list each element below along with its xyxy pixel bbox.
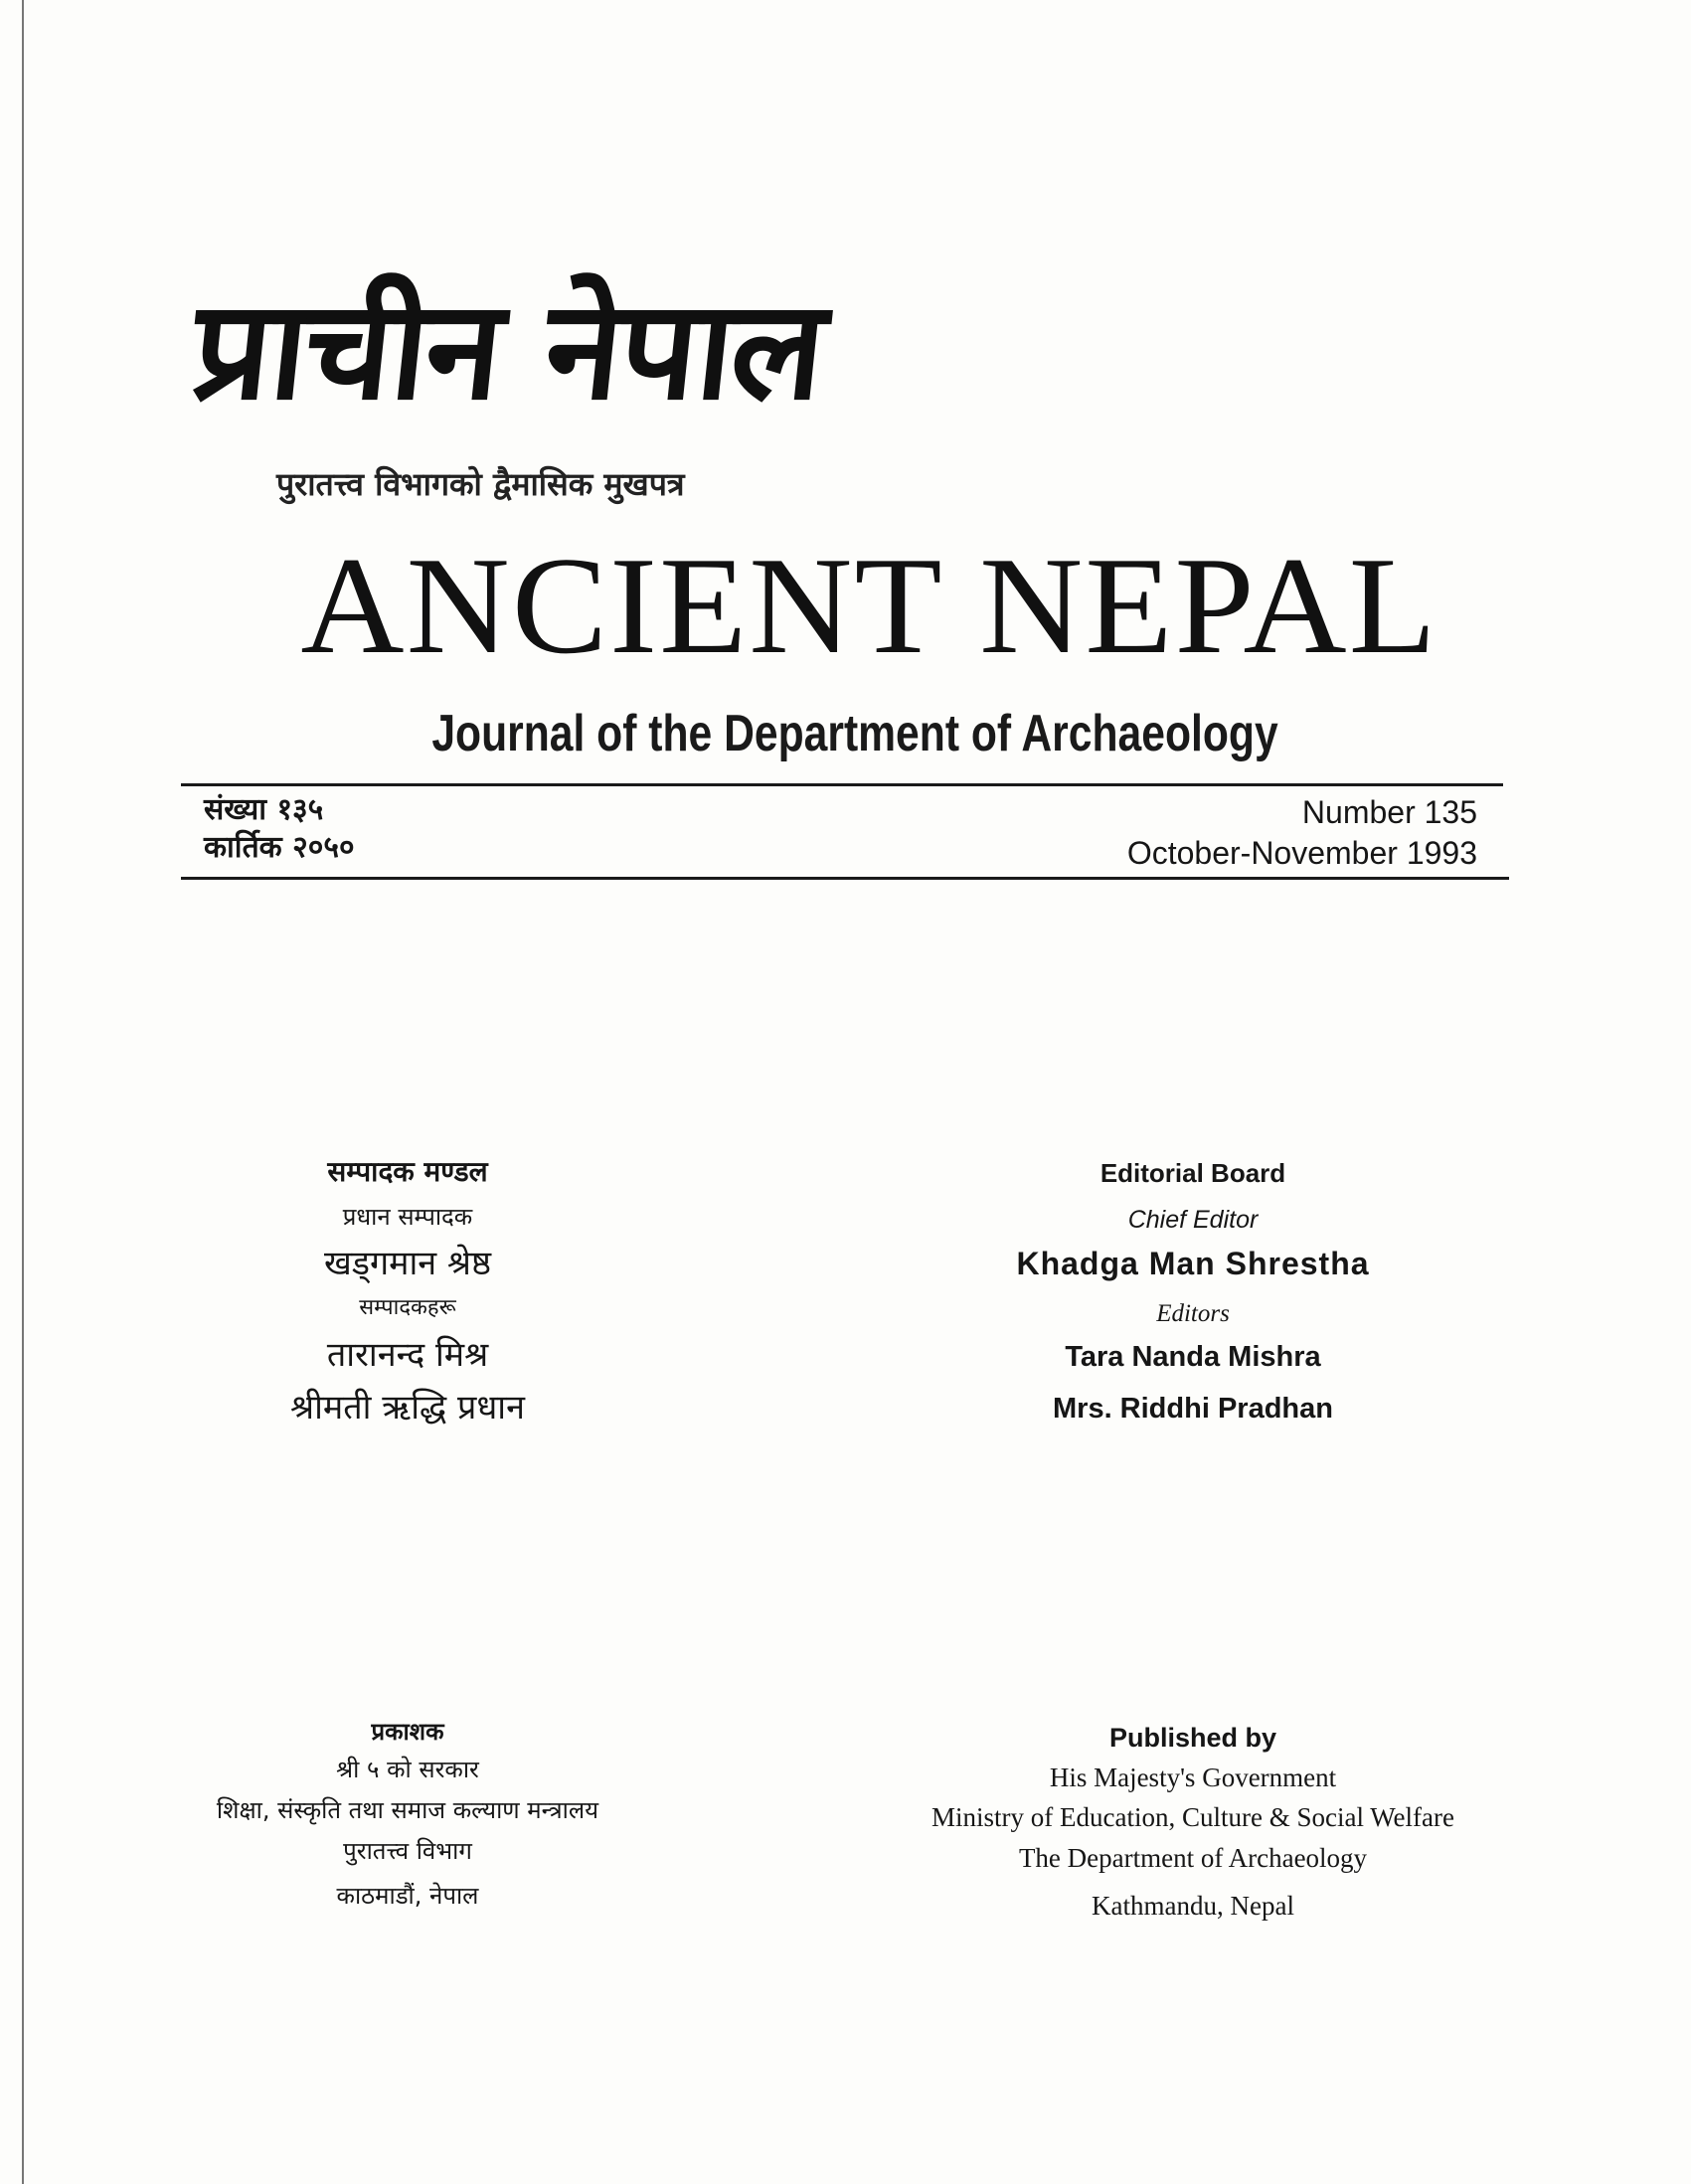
journal-subtitle: Journal of the Department of Archaeology — [431, 705, 1278, 762]
editor-1-nepali: तारानन्द मिश्र — [326, 1335, 489, 1375]
publisher-line-2-english: Ministry of Education, Culture & Social Welfare — [931, 1802, 1454, 1832]
publisher-line-4-english: Kathmandu, Nepal — [1092, 1891, 1294, 1921]
editorial-heading-english: Editorial Board — [1099, 1158, 1286, 1188]
publisher-line-3-english: The Department of Archaeology — [1018, 1843, 1368, 1873]
issue-number-english: Number 135 — [1301, 794, 1477, 830]
nepali-subtitle: पुरातत्त्व विभागको द्वैमासिक मुखपत्र — [276, 465, 685, 503]
publisher-line-4-nepali: काठमाडौं, नेपाल — [336, 1882, 479, 1910]
chief-editor-label-english: Chief Editor — [1127, 1206, 1259, 1234]
issue-number-nepali: संख्या १३५ — [204, 792, 324, 827]
issue-month-nepali: कार्तिक २०५० — [204, 830, 355, 865]
editors-label-english: Editors — [1156, 1300, 1230, 1327]
nepali-title: प्राचीन नेपाल — [185, 270, 832, 430]
bottom-rule — [181, 877, 1509, 880]
english-title: ANCIENT NEPAL — [300, 529, 1438, 683]
publisher-heading-english: Published by — [1108, 1723, 1277, 1753]
publisher-line-1-nepali: श्री ५ को सरकार — [336, 1756, 479, 1783]
editors-label-nepali: सम्पादकहरू — [359, 1295, 456, 1320]
scan-left-edge — [22, 0, 24, 2184]
publisher-heading-nepali: प्रकाशक — [371, 1718, 444, 1746]
publisher-line-3-nepali: पुरातत्त्व विभाग — [343, 1837, 472, 1865]
chief-editor-label-nepali: प्रधान सम्पादक — [342, 1203, 473, 1231]
editor-2-nepali: श्रीमती ऋद्धि प्रधान — [290, 1388, 525, 1428]
issue-month-english: October-November 1993 — [1126, 835, 1477, 871]
editor-1-english: Tara Nanda Mishra — [1065, 1341, 1321, 1373]
chief-editor-name-english: Khadga Man Shrestha — [1016, 1246, 1370, 1281]
top-rule — [181, 783, 1503, 786]
editorial-heading-nepali: सम्पादक मण्डल — [327, 1155, 488, 1188]
publisher-line-1-english: His Majesty's Government — [1049, 1763, 1337, 1792]
editor-2-english: Mrs. Riddhi Pradhan — [1053, 1393, 1333, 1425]
chief-editor-name-nepali: खड्गमान श्रेष्ठ — [323, 1244, 492, 1283]
publisher-line-2-nepali: शिक्षा, संस्कृति तथा समाज कल्याण मन्त्रालय — [216, 1796, 599, 1824]
